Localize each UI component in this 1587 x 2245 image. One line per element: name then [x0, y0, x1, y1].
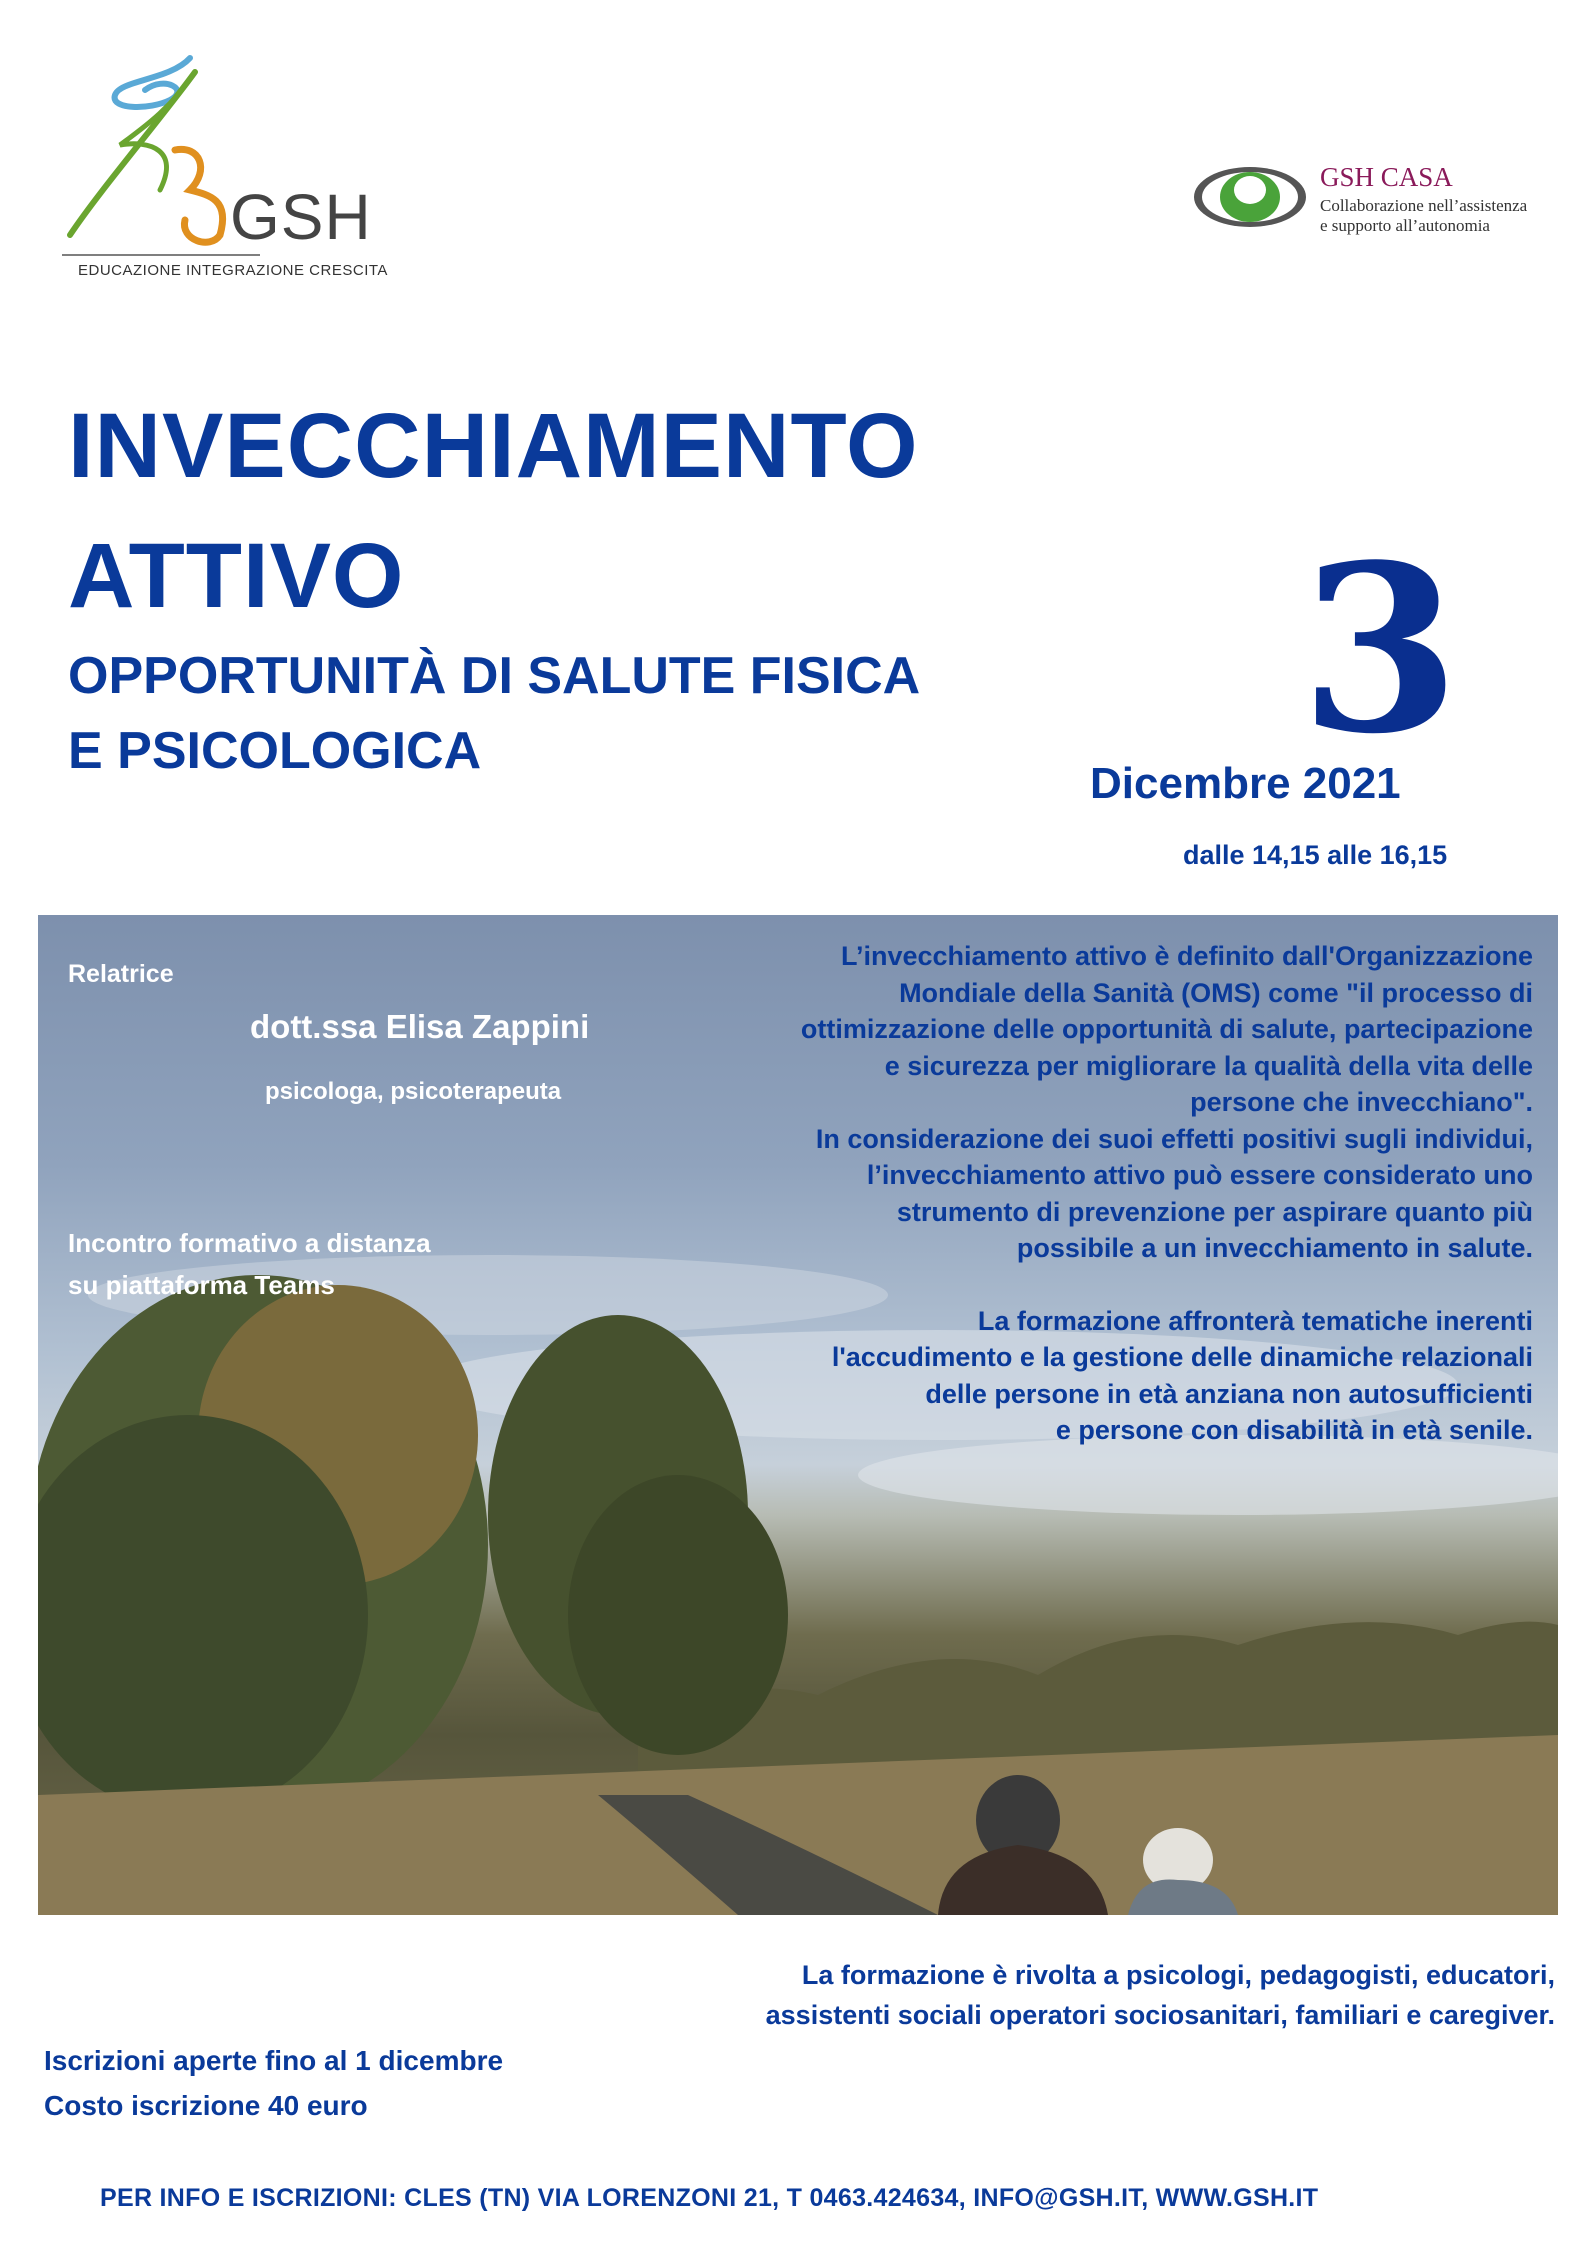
description-line: possibile a un invecchiamento in salute. [1016, 1233, 1533, 1263]
target-audience [700, 1955, 1555, 2035]
registration-deadline: Iscrizioni aperte fino al 1 dicembre [44, 2045, 504, 2076]
description-line: e persone con disabilità in età senile. [1055, 1415, 1533, 1445]
event-day: 3 [1300, 515, 1461, 785]
contact-footer: PER INFO E ISCRIZIONI: CLES (TN) VIA LORENZONI 21, T 0463.424634, INFO@GSH.IT, WWW.GSH.IT [100, 2184, 1319, 2212]
description-line: l'accudimento e la gestione delle dinamiche relazionali [831, 1342, 1533, 1372]
audience-line-2: assistenti sociali operatori sociosanitari, familiari e caregiver. [765, 2000, 1555, 2030]
description-line: ottimizzazione delle opportunità di salute, partecipazione [800, 1014, 1533, 1044]
description-line: In considerazione dei suoi effetti positivi sugli individui, [815, 1123, 1533, 1154]
description [670, 938, 1533, 1449]
paragraph-gap [670, 1267, 1533, 1303]
description-line: delle persone in età anziana non autosufficienti [925, 1378, 1533, 1409]
description-line: La formazione affronterà tematiche inerenti [977, 1305, 1533, 1336]
gsh-casa-name: GSH CASA [1320, 162, 1453, 192]
gsh-logo [60, 50, 390, 290]
page-title-line-2: ATTIVO [68, 525, 405, 627]
audience-line-1: La formazione è rivolta a psicologi, pedagogisti, educatori, [801, 1960, 1555, 1990]
description-line: persone che invecchiano". [1190, 1087, 1533, 1117]
format-line-2: su piattaforma Teams [68, 1270, 335, 1300]
speaker-role: psicologa, psicoterapeuta [265, 1078, 562, 1105]
description-line: Mondiale della Sanità (OMS) come "il processo di [899, 977, 1533, 1008]
gsh-casa-tagline-1: Collaborazione nell’assistenza [1320, 196, 1528, 215]
format-line-1: Incontro formativo a distanza [68, 1228, 431, 1258]
description-line: L’invecchiamento attivo è definito dall'Organizzazione [840, 941, 1533, 971]
description-line: l’invecchiamento attivo può essere considerato uno [866, 1160, 1533, 1190]
gsh-casa-tagline-2: e supporto all’autonomia [1320, 216, 1490, 235]
description-line: e sicurezza per migliorare la qualità della vita delle [884, 1050, 1533, 1081]
description-line: strumento di prevenzione per aspirare quanto più [896, 1196, 1533, 1227]
event-time: dalle 14,15 alle 16,15 [1183, 840, 1448, 870]
gsh-tagline: EDUCAZIONE INTEGRAZIONE CRESCITA [78, 262, 388, 279]
page-title-line-1: INVECCHIAMENTO [68, 395, 919, 497]
speaker-name: dott.ssa Elisa Zappini [250, 1008, 590, 1045]
registration-cost: Costo iscrizione 40 euro [44, 2090, 368, 2121]
subtitle-line-1: OPPORTUNITÀ DI SALUTE FISICA [68, 647, 921, 705]
subtitle-line-2: E PSICOLOGICA [68, 722, 482, 780]
event-month-year: Dicembre 2021 [1090, 759, 1401, 808]
gsh-logo-text: GSH [230, 181, 372, 253]
gsh-casa-logo [1190, 160, 1310, 235]
speaker-label: Relatrice [68, 960, 174, 988]
